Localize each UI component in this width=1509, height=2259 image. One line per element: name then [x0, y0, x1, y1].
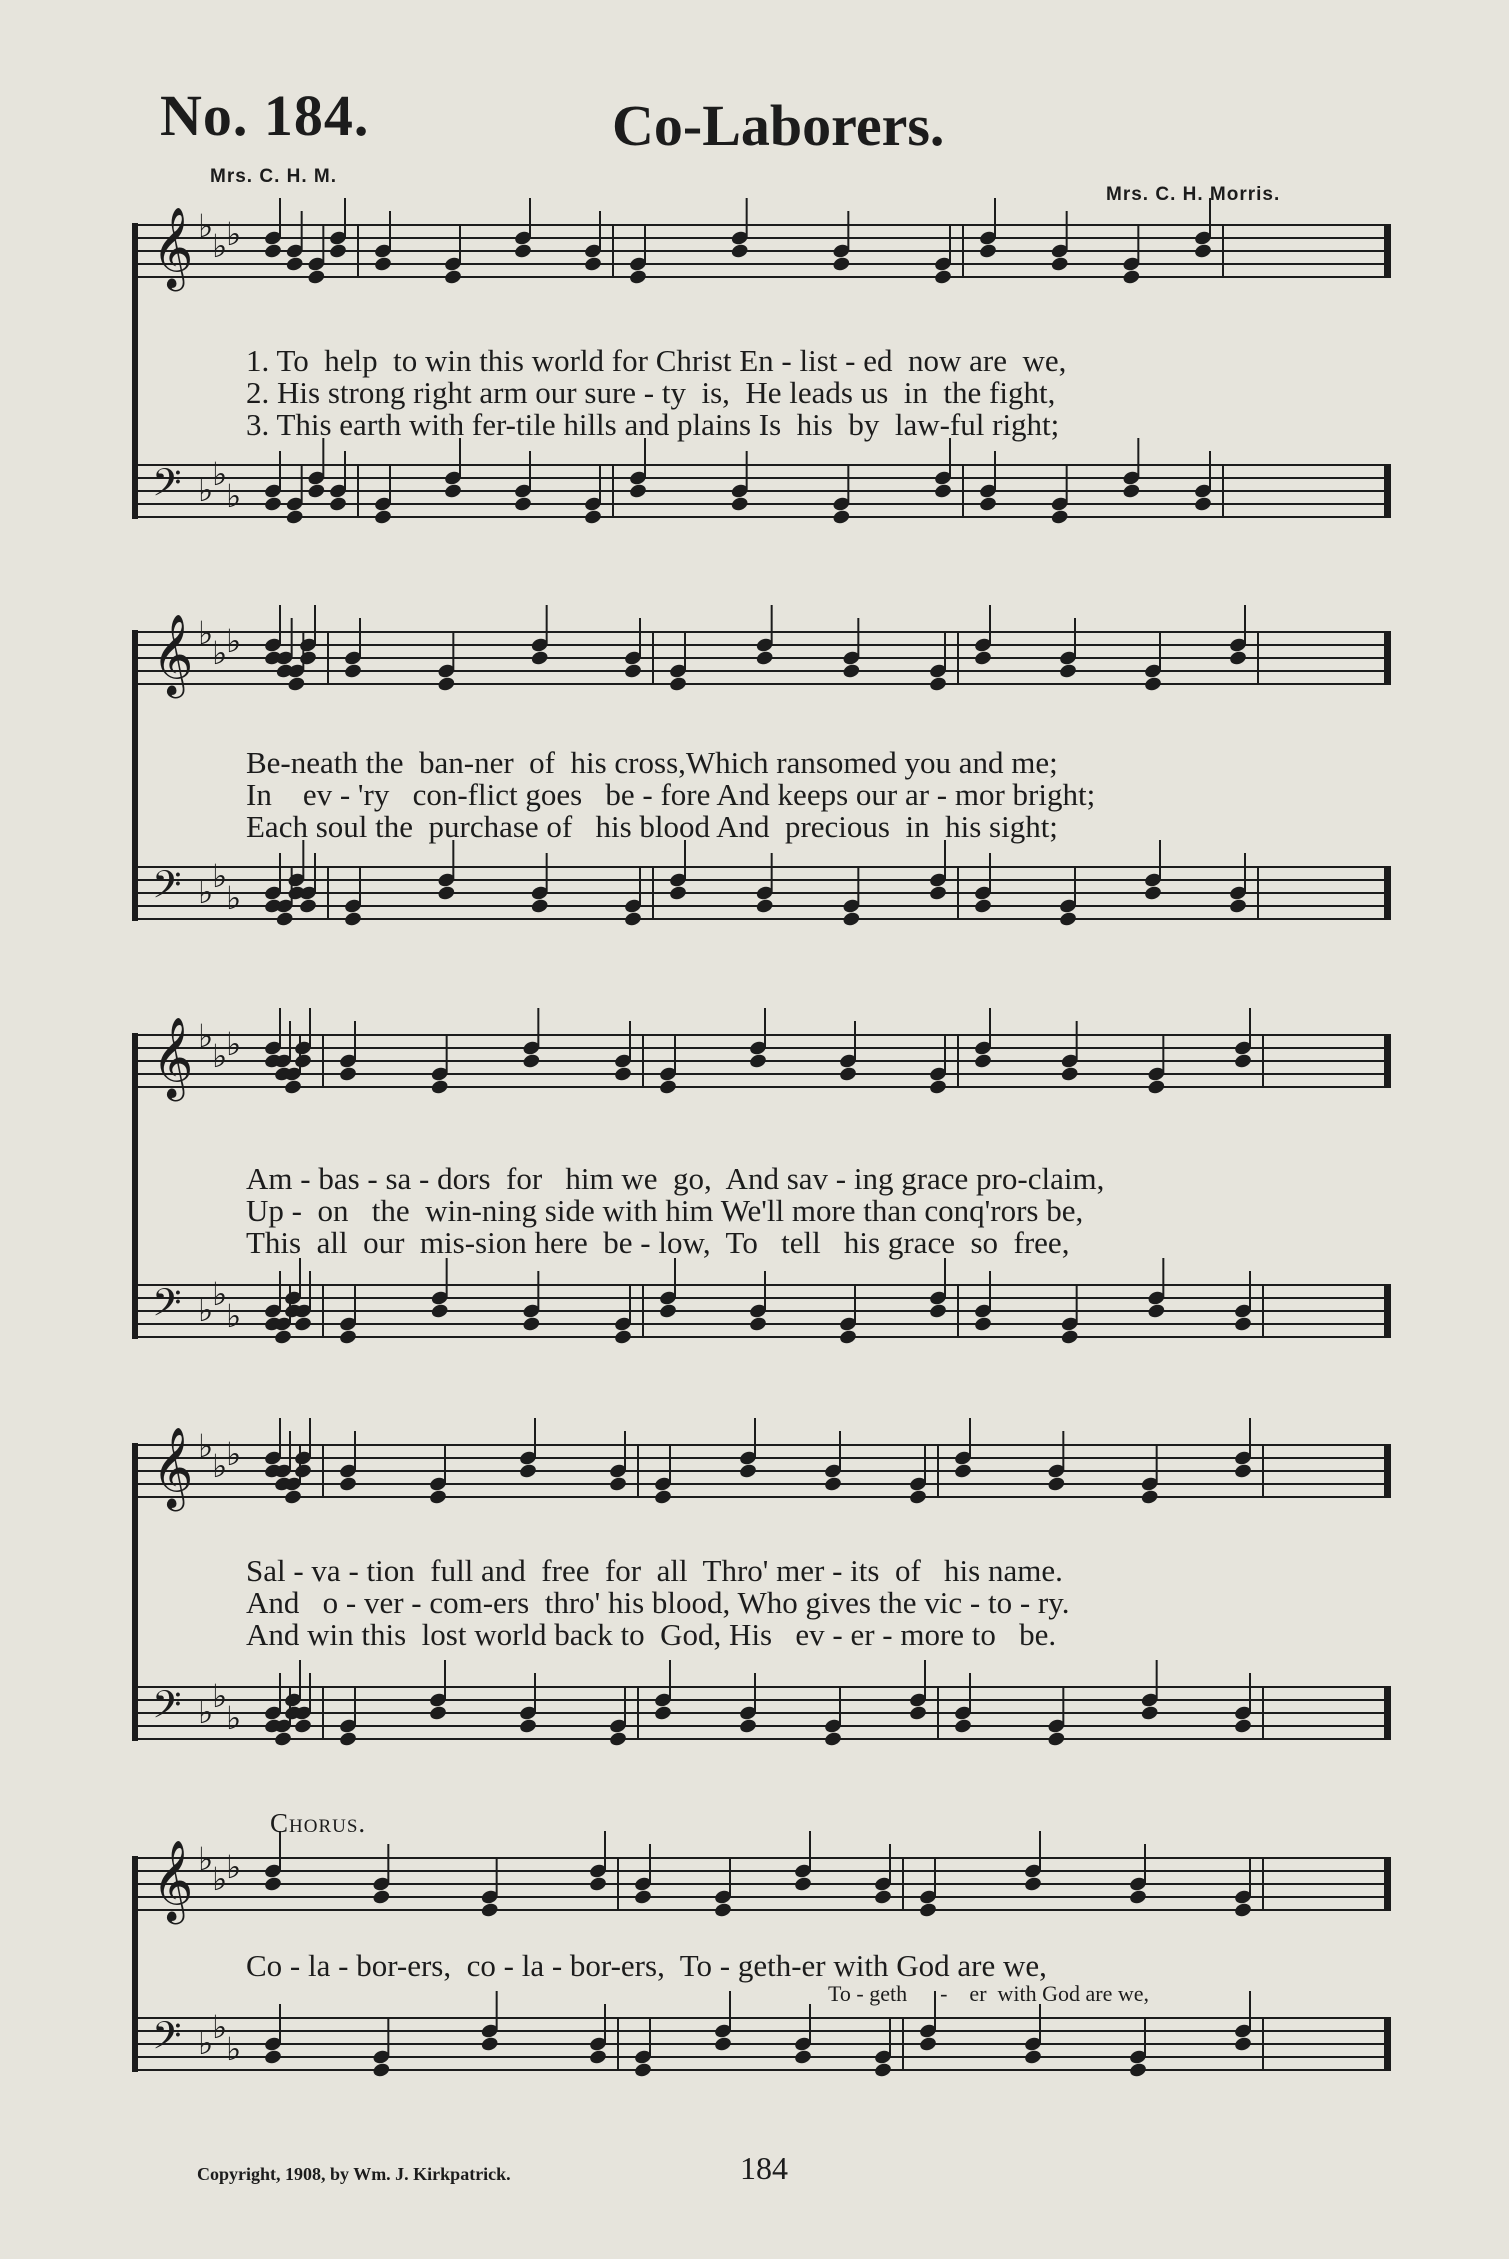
- note-head: [1233, 1463, 1252, 1480]
- note-head: [513, 496, 532, 513]
- final-bar-line: [1384, 1285, 1391, 1337]
- note-head: [293, 1053, 312, 1070]
- note-head: [1128, 2062, 1147, 2079]
- final-bar-line: [1384, 2018, 1391, 2070]
- note-head: [518, 1463, 537, 1480]
- flat-icon: ♭: [198, 1291, 214, 1329]
- note-head: [713, 1902, 732, 1919]
- note-head: [1233, 1718, 1252, 1735]
- flat-icon: ♭: [198, 873, 214, 911]
- note-head: [338, 1329, 357, 1346]
- hymn-number: No. 184.: [160, 83, 370, 148]
- note-head: [293, 1718, 312, 1735]
- treble-clef-icon: 𝄞: [152, 206, 194, 288]
- flat-icon: ♭: [198, 1693, 214, 1731]
- note-head: [428, 1489, 447, 1506]
- note-head: [713, 2036, 732, 2053]
- note-head: [738, 1718, 757, 1735]
- flat-icon: ♭: [198, 1427, 214, 1465]
- note-head: [668, 676, 687, 693]
- note-head: [623, 663, 642, 680]
- note-head: [978, 496, 997, 513]
- note-head: [973, 1316, 992, 1333]
- note-head: [613, 1329, 632, 1346]
- note-head: [918, 1902, 937, 1919]
- flat-icon: ♭: [226, 477, 242, 515]
- note-head: [285, 509, 304, 526]
- system-brace: [132, 223, 138, 519]
- note-head: [633, 1889, 652, 1906]
- note-head: [285, 256, 304, 273]
- note-head: [823, 1731, 842, 1748]
- note-head: [298, 898, 317, 915]
- note-head: [842, 663, 861, 680]
- note-head: [1047, 1476, 1066, 1493]
- note-head: [1058, 911, 1077, 928]
- hymn-title: Co-Laborers.: [612, 93, 945, 158]
- final-bar-line: [1384, 632, 1391, 684]
- final-bar-line: [1384, 1445, 1391, 1497]
- note-head: [518, 1718, 537, 1735]
- note-head: [1228, 650, 1247, 667]
- flat-icon: ♭: [226, 1699, 242, 1737]
- treble-clef-icon: 𝄞: [152, 613, 194, 695]
- lyric-verse-2: And o - ver - com-ers thro' his blood, Who gives the vic - to - ry.: [246, 1585, 1070, 1620]
- note-head: [908, 1489, 927, 1506]
- note-head: [832, 509, 851, 526]
- flat-icon: ♭: [198, 207, 214, 245]
- note-head: [928, 1303, 947, 1320]
- flat-icon: ♭: [212, 1037, 228, 1075]
- flat-icon: ♭: [226, 1848, 242, 1886]
- note-head: [755, 898, 774, 915]
- note-head: [1233, 2036, 1252, 2053]
- flat-icon: ♭: [212, 634, 228, 672]
- note-head: [838, 1329, 857, 1346]
- lyric-chorus-bass-echo: To - geth - er with God are we,: [828, 1981, 1150, 2006]
- flat-icon: ♭: [226, 1025, 242, 1063]
- music-system-2: [138, 612, 1391, 1007]
- treble-clef-icon: 𝄞: [152, 1016, 194, 1098]
- note-head: [838, 1066, 857, 1083]
- score-staves: [138, 1838, 1391, 2138]
- final-bar-line: [1384, 225, 1391, 277]
- flat-icon: ♭: [226, 2030, 242, 2068]
- note-head: [608, 1476, 627, 1493]
- lyric-verse-3: 3. This earth with fer-tile hills and plains Is his by law-ful right;: [246, 407, 1060, 442]
- flat-icon: ♭: [212, 1447, 228, 1485]
- flat-icon: ♭: [212, 1275, 228, 1313]
- final-bar-line: [1384, 465, 1391, 517]
- note-head: [263, 1876, 282, 1893]
- note-head: [933, 269, 952, 286]
- lyric-verse-1: Sal - va - tion full and free for all Thro' mer - its of his name.: [246, 1553, 1063, 1588]
- bass-clef-icon: 𝄢: [152, 1682, 182, 1736]
- flat-icon: ♭: [226, 215, 242, 253]
- flat-icon: ♭: [226, 622, 242, 660]
- lyric-verse-2: 2. His strong right arm our sure - ty is, He leads us in the fight,: [246, 375, 1056, 410]
- flat-icon: ♭: [212, 227, 228, 265]
- note-head: [275, 911, 294, 928]
- final-bar-line: [1384, 1858, 1391, 1910]
- note-head: [633, 2062, 652, 2079]
- note-head: [1122, 483, 1141, 500]
- note-head: [293, 1316, 312, 1333]
- note-head: [748, 1053, 767, 1070]
- lyric-verse-3: And win this lost world back to God, His ev - er - more to be.: [246, 1617, 1057, 1652]
- flat-icon: ♭: [226, 1297, 242, 1335]
- note-head: [372, 2062, 391, 2079]
- note-head: [1140, 1489, 1159, 1506]
- treble-clef-icon: 𝄞: [152, 1839, 194, 1921]
- note-head: [1122, 269, 1141, 286]
- note-head: [842, 911, 861, 928]
- flat-icon: ♭: [198, 2024, 214, 2062]
- note-head: [730, 496, 749, 513]
- note-head: [623, 911, 642, 928]
- note-head: [928, 676, 947, 693]
- note-head: [338, 1476, 357, 1493]
- note-head: [978, 243, 997, 260]
- flat-icon: ♭: [212, 857, 228, 895]
- final-bar-line: [1384, 1687, 1391, 1739]
- note-head: [428, 1705, 447, 1722]
- bass-clef-icon: 𝄢: [152, 460, 182, 514]
- note-head: [437, 885, 456, 902]
- note-head: [307, 483, 326, 500]
- note-head: [668, 885, 687, 902]
- music-system-chorus: [138, 1838, 1391, 2138]
- treble-clef-icon: 𝄞: [152, 1426, 194, 1508]
- flat-icon: ♭: [212, 1677, 228, 1715]
- flat-icon: ♭: [198, 614, 214, 652]
- note-head: [1140, 1705, 1159, 1722]
- note-head: [1047, 1731, 1066, 1748]
- note-head: [1050, 256, 1069, 273]
- note-head: [583, 509, 602, 526]
- note-head: [343, 911, 362, 928]
- note-head: [933, 483, 952, 500]
- lyric-chorus: Co - la - bor-ers, co - la - bor-ers, To - geth-er with God are we,: [246, 1948, 1047, 1983]
- note-head: [338, 1731, 357, 1748]
- note-head: [832, 256, 851, 273]
- note-head: [658, 1303, 677, 1320]
- note-head: [372, 1889, 391, 1906]
- final-bar-line: [1384, 867, 1391, 919]
- note-head: [328, 496, 347, 513]
- note-head: [608, 1731, 627, 1748]
- note-head: [1147, 1079, 1166, 1096]
- note-head: [628, 269, 647, 286]
- note-head: [373, 509, 392, 526]
- note-head: [588, 2049, 607, 2066]
- note-head: [1143, 676, 1162, 693]
- note-head: [928, 885, 947, 902]
- note-head: [653, 1489, 672, 1506]
- note-head: [328, 243, 347, 260]
- note-head: [1023, 2049, 1042, 2066]
- note-head: [613, 1066, 632, 1083]
- note-head: [263, 2049, 282, 2066]
- page-number: 184: [740, 2150, 788, 2186]
- note-head: [263, 496, 282, 513]
- note-head: [908, 1705, 927, 1722]
- flat-icon: ♭: [212, 1860, 228, 1898]
- note-head: [273, 1329, 292, 1346]
- note-head: [1233, 1053, 1252, 1070]
- note-head: [480, 2036, 499, 2053]
- lyric-verse-3: This all our mis-sion here be - low, To tell his grace so free,: [246, 1225, 1070, 1260]
- note-head: [973, 1053, 992, 1070]
- system-brace: [132, 630, 138, 921]
- lyric-verse-1: 1. To help to win this world for Christ En - list - ed now are we,: [246, 343, 1067, 378]
- note-head: [373, 256, 392, 273]
- note-head: [628, 483, 647, 500]
- note-head: [973, 898, 992, 915]
- flat-icon: ♭: [212, 2008, 228, 2046]
- note-head: [1023, 1876, 1042, 1893]
- lyric-verse-2: In ev - 'ry con-flict goes be - fore And keeps our ar - mor bright;: [246, 777, 1096, 812]
- note-head: [793, 2049, 812, 2066]
- flat-icon: ♭: [198, 1840, 214, 1878]
- note-head: [973, 650, 992, 667]
- music-system-1: [138, 205, 1391, 600]
- system-brace: [132, 1443, 138, 1741]
- lyric-verse-1: Be-neath the ban-ner of his cross,Which ransomed you and me;: [246, 745, 1058, 780]
- note-head: [263, 243, 282, 260]
- note-head: [298, 650, 317, 667]
- note-head: [437, 676, 456, 693]
- lyric-verse-1: Am - bas - sa - dors for him we go, And sav - ing grace pro-claim,: [246, 1161, 1105, 1196]
- note-head: [443, 483, 462, 500]
- flat-icon: ♭: [226, 879, 242, 917]
- music-system-4: [138, 1425, 1391, 1800]
- note-head: [287, 676, 306, 693]
- note-head: [1060, 1329, 1079, 1346]
- flat-icon: ♭: [198, 471, 214, 509]
- flat-icon: ♭: [226, 1435, 242, 1473]
- note-head: [480, 1902, 499, 1919]
- note-head: [1193, 496, 1212, 513]
- lyric-verse-2: Up - on the win-ning side with him We'll more than conq'rors be,: [246, 1193, 1084, 1228]
- chorus-label: Chorus.: [270, 1808, 367, 1838]
- note-head: [748, 1316, 767, 1333]
- lyric-verse-3: Each soul the purchase of his blood And precious in his sight;: [246, 809, 1058, 844]
- note-head: [953, 1718, 972, 1735]
- note-head: [1050, 509, 1069, 526]
- note-head: [1060, 1066, 1079, 1083]
- note-head: [530, 650, 549, 667]
- flat-icon: ♭: [198, 1017, 214, 1055]
- note-head: [658, 1079, 677, 1096]
- note-head: [653, 1705, 672, 1722]
- note-head: [1128, 1889, 1147, 1906]
- note-head: [1233, 1316, 1252, 1333]
- music-credit: Mrs. C. H. Morris.: [1106, 184, 1281, 205]
- note-head: [522, 1316, 541, 1333]
- note-head: [755, 650, 774, 667]
- note-head: [1147, 1303, 1166, 1320]
- words-credit: Mrs. C. H. M.: [210, 166, 338, 187]
- note-head: [793, 1876, 812, 1893]
- bass-clef-icon: 𝄢: [152, 1280, 182, 1334]
- system-brace: [132, 1856, 138, 2072]
- note-head: [953, 1463, 972, 1480]
- note-head: [273, 1731, 292, 1748]
- copyright-notice: Copyright, 1908, by Wm. J. Kirkpatrick.: [197, 2164, 511, 2184]
- note-head: [343, 663, 362, 680]
- bass-clef-icon: 𝄢: [152, 2013, 182, 2067]
- note-head: [443, 269, 462, 286]
- note-head: [730, 243, 749, 260]
- note-head: [738, 1463, 757, 1480]
- music-system-3: [138, 1015, 1391, 1410]
- final-bar-line: [1384, 1035, 1391, 1087]
- note-head: [338, 1066, 357, 1083]
- note-head: [1228, 898, 1247, 915]
- note-head: [430, 1079, 449, 1096]
- system-brace: [132, 1033, 138, 1339]
- note-head: [430, 1303, 449, 1320]
- bass-clef-icon: 𝄢: [152, 862, 182, 916]
- note-head: [513, 243, 532, 260]
- note-head: [307, 269, 326, 286]
- note-head: [293, 1463, 312, 1480]
- note-head: [873, 2062, 892, 2079]
- note-head: [530, 898, 549, 915]
- note-head: [1058, 663, 1077, 680]
- note-head: [1233, 1902, 1252, 1919]
- note-head: [283, 1079, 302, 1096]
- note-head: [583, 256, 602, 273]
- note-head: [823, 1476, 842, 1493]
- note-head: [283, 1489, 302, 1506]
- note-head: [522, 1053, 541, 1070]
- flat-icon: ♭: [212, 455, 228, 493]
- note-head: [918, 2036, 937, 2053]
- note-head: [928, 1079, 947, 1096]
- note-head: [588, 1876, 607, 1893]
- note-head: [1143, 885, 1162, 902]
- note-head: [1193, 243, 1212, 260]
- note-head: [873, 1889, 892, 1906]
